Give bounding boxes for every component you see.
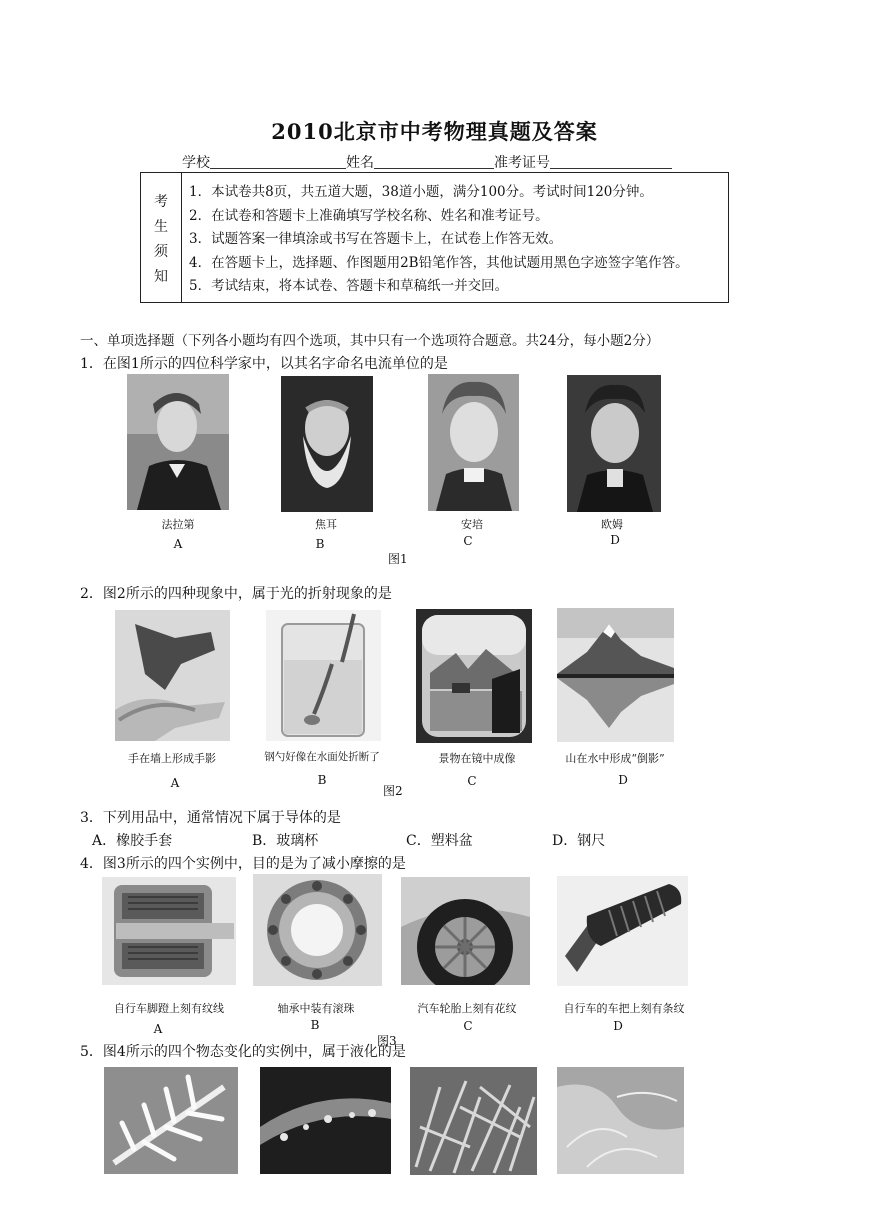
dew-drops-image (260, 1067, 391, 1174)
option-letter-1c: C (463, 534, 473, 548)
caption-1b: 焦耳 (315, 518, 337, 531)
page-title: 2010北京市中考物理真题及答案 (271, 119, 598, 144)
caption-4b: 轴承中装有滚珠 (277, 1002, 355, 1015)
caption-4d: 自行车的车把上刻有条纹 (563, 1002, 685, 1015)
caption-2c: 景物在镜中成像 (438, 752, 516, 765)
caption-2d: 山在水中形成“倒影” (565, 752, 665, 765)
option-3c: C．塑料盆 (406, 833, 473, 849)
school-label: 学校 (182, 155, 210, 171)
notice-head-char: 须 (154, 244, 168, 260)
notice-item: 5．考试结束，将本试卷、答题卡和草稿纸一并交回。 (189, 278, 509, 294)
portrait-ampere-image (428, 374, 519, 511)
question-1: 1．在图1所示的四位科学家中，以其名字命名电流单位的是 (80, 356, 448, 372)
school-blank (210, 154, 346, 169)
notice-item: 2．在试卷和答题卡上准确填写学校名称、姓名和准考证号。 (189, 207, 549, 224)
option-3a: A．橡胶手套 (92, 833, 173, 849)
figure-label-2: 图2 (383, 784, 403, 798)
notice-head-char: 知 (154, 269, 168, 285)
bicycle-pedal-image (102, 877, 236, 985)
caption-1c: 安培 (461, 518, 483, 531)
notice-item: 3．试题答案一律填涂或书写在答题卡上，在试卷上作答无效。 (189, 231, 563, 247)
option-letter-4d: D (613, 1019, 623, 1033)
name-blank (374, 154, 494, 169)
ticket-blank (550, 154, 672, 169)
option-letter-1b: B (315, 537, 325, 551)
option-letter-4b: B (310, 1018, 320, 1032)
mountain-reflection-image (557, 608, 674, 742)
hand-shadow-image (115, 610, 230, 741)
option-letter-2d: D (618, 773, 628, 787)
name-label: 姓名 (346, 155, 374, 171)
ticket-label: 准考证号 (494, 155, 550, 171)
frost-branch-image (104, 1067, 238, 1174)
question-4: 4．图3所示的四个实例中，目的是为了减小摩擦的是 (80, 856, 406, 872)
question-3: 3．下列用品中，通常情况下属于导体的是 (80, 810, 341, 826)
portrait-joule-image (281, 376, 373, 512)
portrait-ohm-image (567, 375, 661, 512)
notice-box (140, 172, 729, 303)
option-letter-1d: D (610, 533, 620, 547)
caption-2b: 钢勺好像在水面处折断了 (264, 751, 380, 763)
option-letter-4a: A (153, 1022, 163, 1036)
notice-items (189, 181, 689, 299)
caption-2a: 手在墙上形成手影 (128, 752, 216, 765)
notice-heading (141, 173, 182, 302)
option-letter-4c: C (463, 1019, 473, 1033)
window-frost-image (557, 1067, 684, 1174)
option-letter-2a: A (170, 776, 180, 790)
caption-4a: 自行车脚蹬上刻有纹线 (114, 1002, 224, 1015)
option-letter-2b: B (317, 773, 327, 787)
question-2: 2．图2所示的四种现象中，属于光的折射现象的是 (80, 586, 392, 602)
section-heading: 一、单项选择题（下列各小题均有四个选项，其中只有一个选项符合题意。共24分，每小题2分） (80, 333, 660, 349)
notice-item: 4．在答题卡上，选择题、作图题用2B铅笔作答，其他试题用黑色字迹签字笔作答。 (189, 254, 689, 271)
figure-label-1: 图1 (388, 552, 408, 566)
handlebar-grip-image (557, 876, 688, 986)
figure-label-3: 图3 (377, 1034, 397, 1048)
option-letter-2c: C (467, 774, 477, 788)
frost-grass-image (410, 1067, 537, 1175)
option-3b: B．玻璃杯 (252, 833, 319, 849)
spoon-in-water-image (266, 610, 381, 741)
notice-head-char: 生 (154, 219, 168, 235)
mirror-image (416, 609, 532, 743)
notice-item: 1．本试卷共8页，共五道大题，38道小题，满分100分。考试时间120分钟。 (189, 184, 653, 200)
car-tire-image (401, 877, 530, 985)
caption-1a: 法拉第 (161, 518, 195, 531)
ball-bearing-image (253, 874, 382, 986)
caption-4c: 汽车轮胎上刻有花纹 (417, 1002, 517, 1015)
question-5: 5．图4所示的四个物态变化的实例中，属于液化的是 (80, 1044, 406, 1060)
option-3d: D．钢尺 (552, 833, 606, 849)
portrait-faraday-image (127, 374, 229, 510)
option-letter-1a: A (173, 537, 183, 551)
info-line (182, 152, 672, 172)
caption-1d: 欧姆 (601, 518, 623, 531)
notice-head-char: 考 (154, 194, 168, 210)
